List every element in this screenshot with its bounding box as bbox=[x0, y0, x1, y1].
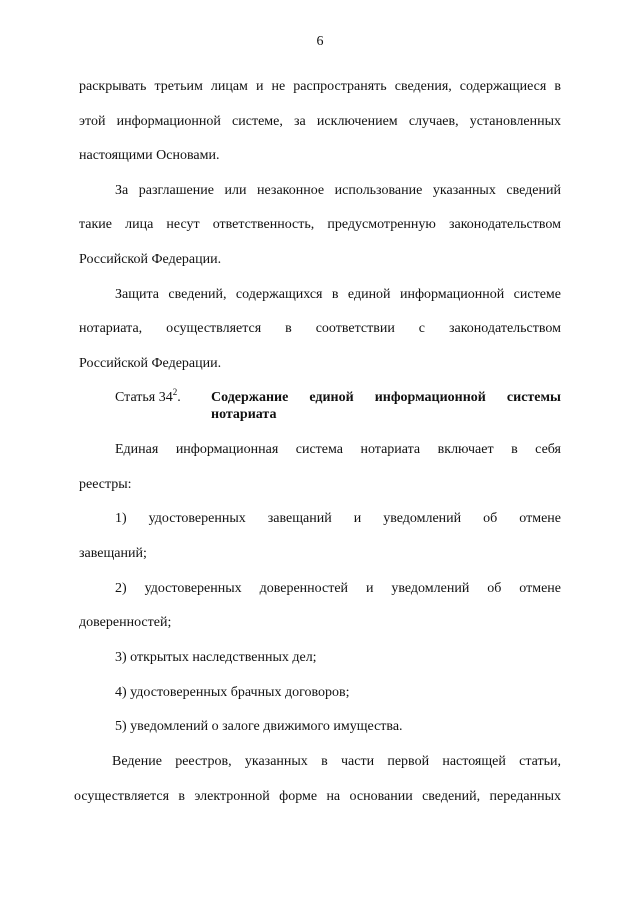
article-title-line: нотариата bbox=[211, 407, 277, 422]
paragraph-text-line: такие лица несут ответственность, предусмотренную законодательством bbox=[79, 217, 561, 232]
paragraph-text-line: настоящими Основами. bbox=[79, 148, 220, 163]
list-item: 4) удостоверенных брачных договоров; bbox=[115, 685, 350, 700]
article-title-line: Содержание единой информационной системы bbox=[211, 390, 561, 405]
list-item: доверенностей; bbox=[79, 615, 172, 630]
paragraph-text-line: Единая информационная система нотариата включает в себя bbox=[115, 442, 561, 457]
article-label-prefix: Статья 34 bbox=[115, 390, 173, 405]
paragraph-text-line: этой информационной системе, за исключением случаев, установленных bbox=[79, 114, 561, 129]
paragraph-text-line: Российской Федерации. bbox=[79, 252, 222, 267]
paragraph-text-line: Российской Федерации. bbox=[79, 356, 222, 371]
article-label bbox=[115, 389, 181, 407]
paragraph-text-line: Защита сведений, содержащихся в единой информационной системе bbox=[115, 287, 561, 302]
paragraph-text-line: осуществляется в электронной форме на основании сведений, переданных bbox=[74, 789, 561, 804]
paragraph-text-line: реестры: bbox=[79, 477, 132, 492]
paragraph-text-line: Ведение реестров, указанных в части первой настоящей статьи, bbox=[112, 754, 561, 769]
list-item: 1) удостоверенных завещаний и уведомлений об отмене bbox=[115, 511, 561, 526]
paragraph-text-line: За разглашение или незаконное использование указанных сведений bbox=[115, 183, 561, 198]
page-number: 6 bbox=[316, 34, 324, 49]
list-item: 5) уведомлений о залоге движимого имущества. bbox=[115, 719, 403, 734]
article-label-suffix: . bbox=[177, 390, 181, 405]
paragraph-text-line: раскрывать третьим лицам и не распространять сведения, содержащиеся в bbox=[79, 79, 561, 94]
list-item: 2) удостоверенных доверенностей и уведомлений об отмене bbox=[115, 581, 561, 596]
list-item: 3) открытых наследственных дел; bbox=[115, 650, 317, 665]
list-item: завещаний; bbox=[79, 546, 147, 561]
paragraph-text-line: нотариата, осуществляется в соответствии с законодательством bbox=[79, 321, 561, 336]
article-label-sup: 2 bbox=[172, 387, 178, 397]
